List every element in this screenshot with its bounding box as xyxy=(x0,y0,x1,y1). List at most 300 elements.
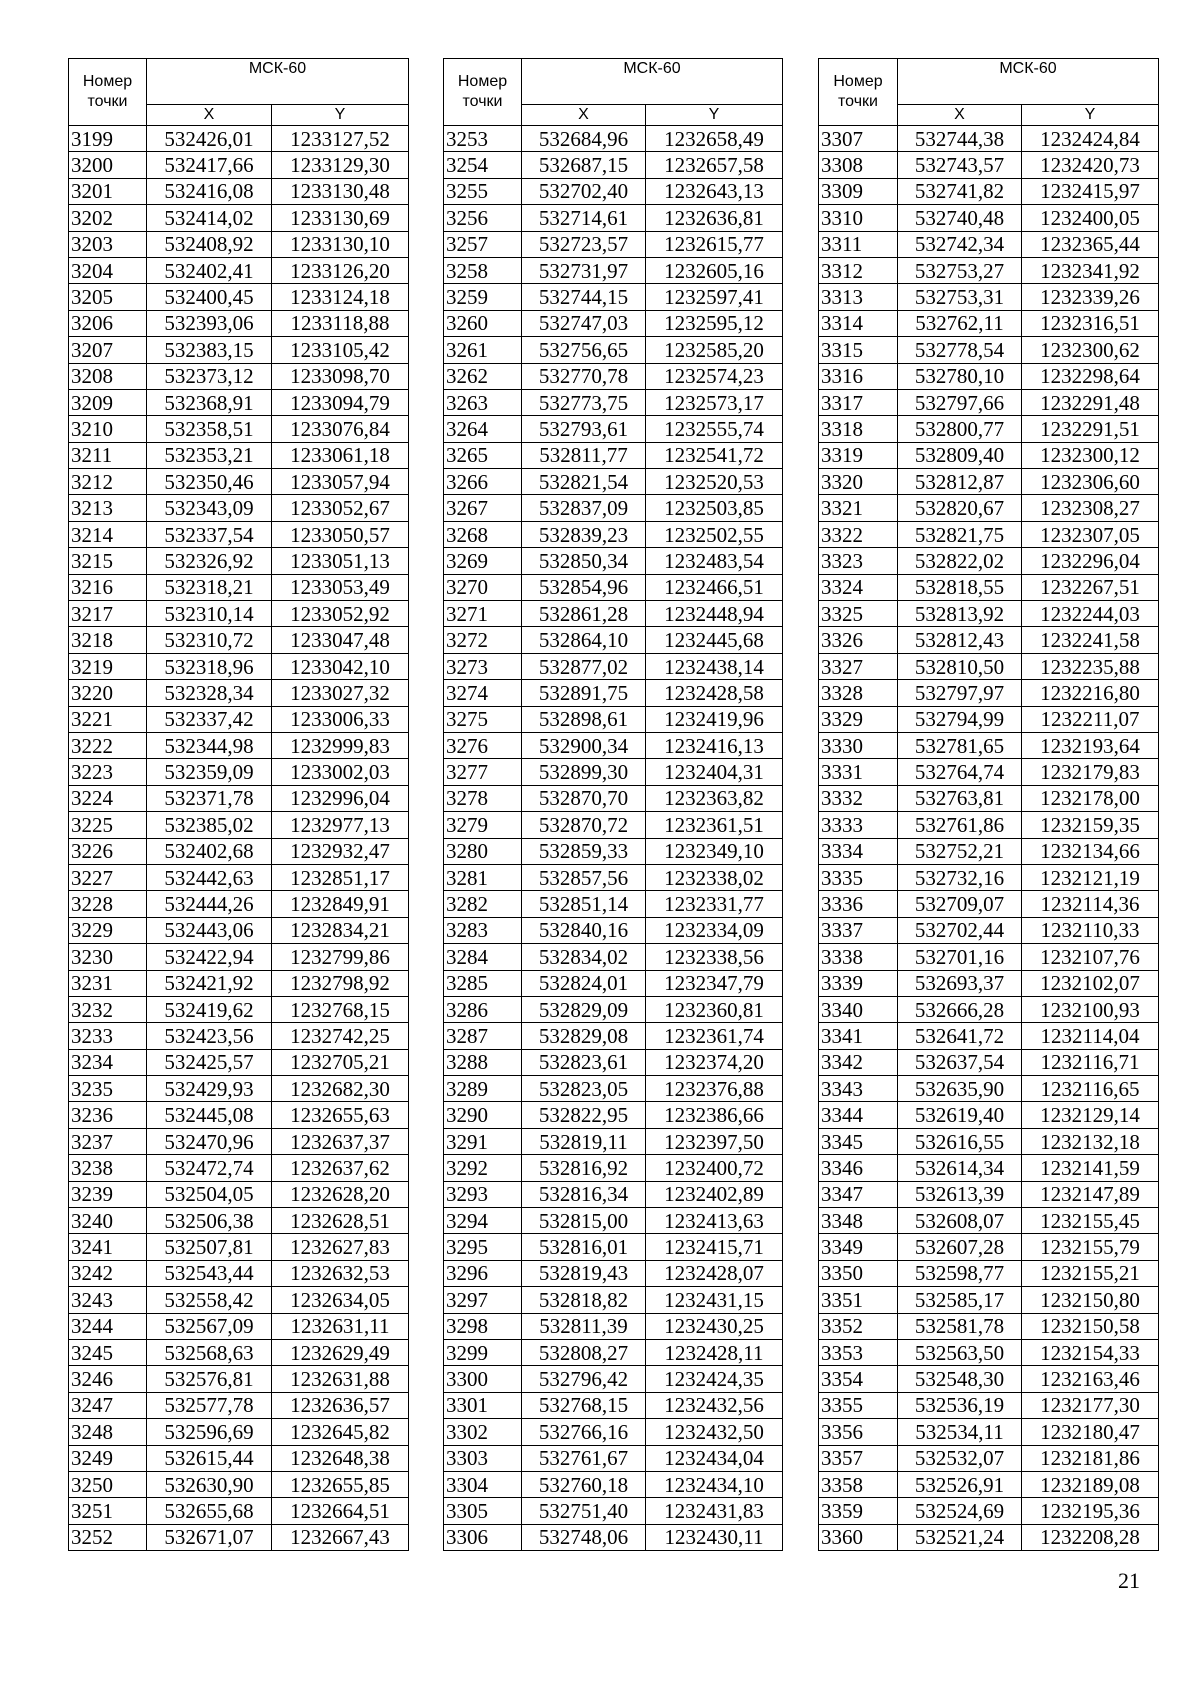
table-row xyxy=(444,1498,783,1524)
x-cell: 532444,26 xyxy=(147,891,272,917)
point-number-cell: 3211 xyxy=(69,442,147,468)
point-number-cell: 3287 xyxy=(444,1023,522,1049)
x-cell: 532671,07 xyxy=(147,1524,272,1550)
y-cell: 1232420,73 xyxy=(1022,152,1159,178)
table-row xyxy=(819,1155,1159,1181)
table-row xyxy=(69,1313,409,1339)
x-cell: 532637,54 xyxy=(898,1049,1022,1075)
point-number-cell: 3332 xyxy=(819,785,898,811)
x-cell: 532714,61 xyxy=(522,205,646,231)
x-cell: 532773,75 xyxy=(522,389,646,415)
table-row xyxy=(444,1076,783,1102)
x-cell: 532811,39 xyxy=(522,1313,646,1339)
y-cell: 1233118,88 xyxy=(272,310,409,336)
y-cell: 1232208,28 xyxy=(1022,1524,1159,1550)
y-cell: 1232300,12 xyxy=(1022,442,1159,468)
point-number-cell: 3356 xyxy=(819,1419,898,1445)
y-cell: 1232448,94 xyxy=(646,601,783,627)
point-number-cell: 3338 xyxy=(819,944,898,970)
table-row xyxy=(444,257,783,283)
x-header: X xyxy=(522,105,646,126)
table-row xyxy=(69,1339,409,1365)
point-number-cell: 3350 xyxy=(819,1260,898,1286)
y-cell: 1232141,59 xyxy=(1022,1155,1159,1181)
x-cell: 532608,07 xyxy=(898,1208,1022,1234)
point-number-cell: 3322 xyxy=(819,521,898,547)
point-number-cell: 3342 xyxy=(819,1049,898,1075)
x-cell: 532744,15 xyxy=(522,284,646,310)
x-cell: 532598,77 xyxy=(898,1260,1022,1286)
table-row xyxy=(69,1366,409,1392)
table-row xyxy=(819,284,1159,310)
table-row xyxy=(69,416,409,442)
table-row xyxy=(69,627,409,653)
y-cell: 1232834,21 xyxy=(272,917,409,943)
table-row xyxy=(819,1076,1159,1102)
table-row xyxy=(69,759,409,785)
x-cell: 532744,38 xyxy=(898,126,1022,152)
x-cell: 532536,19 xyxy=(898,1392,1022,1418)
x-cell: 532810,50 xyxy=(898,653,1022,679)
point-number-cell: 3316 xyxy=(819,363,898,389)
point-number-cell: 3237 xyxy=(69,1128,147,1154)
y-cell: 1232361,74 xyxy=(646,1023,783,1049)
y-header: Y xyxy=(646,105,783,126)
y-cell: 1232648,38 xyxy=(272,1445,409,1471)
y-cell: 1232585,20 xyxy=(646,337,783,363)
x-cell: 532840,16 xyxy=(522,917,646,943)
y-cell: 1232181,86 xyxy=(1022,1445,1159,1471)
point-number-cell: 3302 xyxy=(444,1419,522,1445)
x-cell: 532337,42 xyxy=(147,706,272,732)
x-cell: 532419,62 xyxy=(147,996,272,1022)
x-cell: 532506,38 xyxy=(147,1208,272,1234)
x-cell: 532371,78 xyxy=(147,785,272,811)
x-cell: 532756,65 xyxy=(522,337,646,363)
x-cell: 532800,77 xyxy=(898,416,1022,442)
point-number-cell: 3239 xyxy=(69,1181,147,1207)
x-cell: 532615,44 xyxy=(147,1445,272,1471)
y-cell: 1232360,81 xyxy=(646,996,783,1022)
x-cell: 532816,34 xyxy=(522,1181,646,1207)
x-cell: 532385,02 xyxy=(147,812,272,838)
point-number-cell: 3242 xyxy=(69,1260,147,1286)
y-cell: 1232573,17 xyxy=(646,389,783,415)
point-number-cell: 3204 xyxy=(69,257,147,283)
table-row xyxy=(819,1339,1159,1365)
table-row xyxy=(819,521,1159,547)
y-cell: 1233042,10 xyxy=(272,653,409,679)
point-number-header: Номер точки xyxy=(69,59,147,126)
y-cell: 1232241,58 xyxy=(1022,627,1159,653)
table-row xyxy=(444,521,783,547)
y-cell: 1232999,83 xyxy=(272,732,409,758)
y-cell: 1232658,49 xyxy=(646,126,783,152)
x-cell: 532616,55 xyxy=(898,1128,1022,1154)
table-row xyxy=(69,785,409,811)
point-number-cell: 3351 xyxy=(819,1287,898,1313)
x-cell: 532753,31 xyxy=(898,284,1022,310)
table-row xyxy=(69,680,409,706)
x-cell: 532383,15 xyxy=(147,337,272,363)
point-number-cell: 3199 xyxy=(69,126,147,152)
y-cell: 1232631,88 xyxy=(272,1366,409,1392)
point-number-cell: 3208 xyxy=(69,363,147,389)
point-number-cell: 3271 xyxy=(444,601,522,627)
x-cell: 532778,54 xyxy=(898,337,1022,363)
x-cell: 532812,43 xyxy=(898,627,1022,653)
table-row xyxy=(444,1155,783,1181)
x-cell: 532655,68 xyxy=(147,1498,272,1524)
x-cell: 532751,40 xyxy=(522,1498,646,1524)
point-number-cell: 3327 xyxy=(819,653,898,679)
x-cell: 532748,06 xyxy=(522,1524,646,1550)
x-cell: 532400,45 xyxy=(147,284,272,310)
x-cell: 532684,96 xyxy=(522,126,646,152)
x-cell: 532870,72 xyxy=(522,812,646,838)
y-cell: 1232179,83 xyxy=(1022,759,1159,785)
x-cell: 532521,24 xyxy=(898,1524,1022,1550)
y-cell: 1232628,51 xyxy=(272,1208,409,1234)
x-cell: 532768,15 xyxy=(522,1392,646,1418)
x-cell: 532641,72 xyxy=(898,1023,1022,1049)
x-cell: 532373,12 xyxy=(147,363,272,389)
table-row xyxy=(444,680,783,706)
point-number-cell: 3251 xyxy=(69,1498,147,1524)
x-cell: 532344,98 xyxy=(147,732,272,758)
x-cell: 532402,68 xyxy=(147,838,272,864)
point-number-cell: 3275 xyxy=(444,706,522,732)
y-cell: 1232163,46 xyxy=(1022,1366,1159,1392)
y-cell: 1232178,00 xyxy=(1022,785,1159,811)
y-cell: 1233002,03 xyxy=(272,759,409,785)
y-cell: 1232180,47 xyxy=(1022,1419,1159,1445)
y-cell: 1232798,92 xyxy=(272,970,409,996)
y-cell: 1232306,60 xyxy=(1022,469,1159,495)
y-cell: 1233098,70 xyxy=(272,363,409,389)
point-number-cell: 3291 xyxy=(444,1128,522,1154)
x-cell: 532753,27 xyxy=(898,257,1022,283)
y-cell: 1232657,58 xyxy=(646,152,783,178)
point-number-cell: 3222 xyxy=(69,732,147,758)
x-cell: 532443,06 xyxy=(147,917,272,943)
y-cell: 1232632,53 xyxy=(272,1260,409,1286)
y-cell: 1232431,83 xyxy=(646,1498,783,1524)
point-number-cell: 3299 xyxy=(444,1339,522,1365)
table-row xyxy=(819,1445,1159,1471)
y-cell: 1232977,13 xyxy=(272,812,409,838)
x-cell: 532548,30 xyxy=(898,1366,1022,1392)
y-cell: 1233051,13 xyxy=(272,548,409,574)
table-row xyxy=(444,469,783,495)
table-row xyxy=(819,1128,1159,1154)
point-number-cell: 3354 xyxy=(819,1366,898,1392)
table-row xyxy=(69,1049,409,1075)
header-row xyxy=(69,59,409,105)
y-cell: 1232605,16 xyxy=(646,257,783,283)
y-cell: 1232483,54 xyxy=(646,548,783,574)
table-row xyxy=(69,574,409,600)
x-cell: 532318,21 xyxy=(147,574,272,600)
point-number-cell: 3233 xyxy=(69,1023,147,1049)
point-number-cell: 3343 xyxy=(819,1076,898,1102)
table-row xyxy=(819,1208,1159,1234)
x-cell: 532581,78 xyxy=(898,1313,1022,1339)
y-cell: 1232631,11 xyxy=(272,1313,409,1339)
y-cell: 1232541,72 xyxy=(646,442,783,468)
x-cell: 532820,67 xyxy=(898,495,1022,521)
x-cell: 532470,96 xyxy=(147,1128,272,1154)
table-row xyxy=(444,785,783,811)
x-cell: 532815,00 xyxy=(522,1208,646,1234)
table-row xyxy=(819,970,1159,996)
table-row xyxy=(819,1392,1159,1418)
table-row xyxy=(444,126,783,152)
y-cell: 1233124,18 xyxy=(272,284,409,310)
y-cell: 1232415,97 xyxy=(1022,178,1159,204)
table-row xyxy=(444,416,783,442)
page-number: 21 xyxy=(1118,1568,1140,1593)
x-cell: 532823,61 xyxy=(522,1049,646,1075)
table-row xyxy=(69,337,409,363)
y-cell: 1232742,25 xyxy=(272,1023,409,1049)
x-cell: 532619,40 xyxy=(898,1102,1022,1128)
point-number-cell: 3337 xyxy=(819,917,898,943)
point-number-cell: 3326 xyxy=(819,627,898,653)
x-cell: 532851,14 xyxy=(522,891,646,917)
x-cell: 532839,23 xyxy=(522,521,646,547)
table-row xyxy=(444,1524,783,1550)
y-cell: 1232932,47 xyxy=(272,838,409,864)
point-number-cell: 3311 xyxy=(819,231,898,257)
x-cell: 532822,02 xyxy=(898,548,1022,574)
table-row xyxy=(819,1366,1159,1392)
x-cell: 532693,37 xyxy=(898,970,1022,996)
table-row xyxy=(444,389,783,415)
x-cell: 532857,56 xyxy=(522,864,646,890)
x-cell: 532558,42 xyxy=(147,1287,272,1313)
table-row xyxy=(444,838,783,864)
point-number-cell: 3227 xyxy=(69,864,147,890)
y-cell: 1232627,83 xyxy=(272,1234,409,1260)
x-cell: 532742,34 xyxy=(898,231,1022,257)
y-cell: 1232768,15 xyxy=(272,996,409,1022)
y-cell: 1232400,05 xyxy=(1022,205,1159,231)
point-number-cell: 3273 xyxy=(444,653,522,679)
point-number-cell: 3321 xyxy=(819,495,898,521)
table-row xyxy=(69,653,409,679)
x-cell: 532762,11 xyxy=(898,310,1022,336)
table-row xyxy=(444,1102,783,1128)
point-number-cell: 3313 xyxy=(819,284,898,310)
y-cell: 1232438,14 xyxy=(646,653,783,679)
y-cell: 1232291,51 xyxy=(1022,416,1159,442)
table-row xyxy=(819,548,1159,574)
x-cell: 532414,02 xyxy=(147,205,272,231)
point-number-cell: 3249 xyxy=(69,1445,147,1471)
x-cell: 532328,34 xyxy=(147,680,272,706)
point-number-cell: 3352 xyxy=(819,1313,898,1339)
point-number-cell: 3323 xyxy=(819,548,898,574)
table-row xyxy=(819,574,1159,600)
point-number-cell: 3267 xyxy=(444,495,522,521)
x-cell: 532813,92 xyxy=(898,601,1022,627)
y-cell: 1232404,31 xyxy=(646,759,783,785)
point-number-cell: 3315 xyxy=(819,337,898,363)
point-number-cell: 3283 xyxy=(444,917,522,943)
y-cell: 1232643,13 xyxy=(646,178,783,204)
y-cell: 1232424,35 xyxy=(646,1366,783,1392)
table-row xyxy=(69,1260,409,1286)
table-row xyxy=(69,310,409,336)
point-number-cell: 3340 xyxy=(819,996,898,1022)
point-number-cell: 3294 xyxy=(444,1208,522,1234)
table-row xyxy=(69,1498,409,1524)
table-row xyxy=(444,1313,783,1339)
x-cell: 532761,86 xyxy=(898,812,1022,838)
y-cell: 1232116,65 xyxy=(1022,1076,1159,1102)
table-row xyxy=(444,574,783,600)
x-cell: 532760,18 xyxy=(522,1471,646,1497)
table-row xyxy=(69,495,409,521)
point-number-cell: 3247 xyxy=(69,1392,147,1418)
y-cell: 1232597,41 xyxy=(646,284,783,310)
point-number-cell: 3265 xyxy=(444,442,522,468)
x-cell: 532796,42 xyxy=(522,1366,646,1392)
x-cell: 532607,28 xyxy=(898,1234,1022,1260)
point-number-cell: 3250 xyxy=(69,1471,147,1497)
point-number-cell: 3276 xyxy=(444,732,522,758)
table-row xyxy=(444,1049,783,1075)
table-row xyxy=(69,864,409,890)
table-row xyxy=(444,310,783,336)
x-cell: 532740,48 xyxy=(898,205,1022,231)
point-number-cell: 3212 xyxy=(69,469,147,495)
x-cell: 532834,02 xyxy=(522,944,646,970)
point-number-cell: 3358 xyxy=(819,1471,898,1497)
y-cell: 1232416,13 xyxy=(646,732,783,758)
table-row xyxy=(444,996,783,1022)
table-row xyxy=(819,257,1159,283)
x-cell: 532585,17 xyxy=(898,1287,1022,1313)
y-cell: 1232316,51 xyxy=(1022,310,1159,336)
point-number-cell: 3295 xyxy=(444,1234,522,1260)
x-cell: 532337,54 xyxy=(147,521,272,547)
x-cell: 532780,10 xyxy=(898,363,1022,389)
y-cell: 1232424,84 xyxy=(1022,126,1159,152)
table-row xyxy=(69,1524,409,1550)
point-number-cell: 3292 xyxy=(444,1155,522,1181)
point-number-cell: 3229 xyxy=(69,917,147,943)
y-cell: 1233130,10 xyxy=(272,231,409,257)
x-cell: 532898,61 xyxy=(522,706,646,732)
table-row xyxy=(69,1102,409,1128)
x-cell: 532752,21 xyxy=(898,838,1022,864)
point-number-cell: 3220 xyxy=(69,680,147,706)
coordinates-table-3 xyxy=(818,58,1159,1551)
y-cell: 1233130,48 xyxy=(272,178,409,204)
x-cell: 532568,63 xyxy=(147,1339,272,1365)
x-header: X xyxy=(898,105,1022,126)
point-number-cell: 3238 xyxy=(69,1155,147,1181)
y-cell: 1232159,35 xyxy=(1022,812,1159,838)
point-number-cell: 3231 xyxy=(69,970,147,996)
y-cell: 1232574,23 xyxy=(646,363,783,389)
y-cell: 1232615,77 xyxy=(646,231,783,257)
point-number-cell: 3254 xyxy=(444,152,522,178)
x-cell: 532819,43 xyxy=(522,1260,646,1286)
point-number-cell: 3217 xyxy=(69,601,147,627)
table-row xyxy=(69,1155,409,1181)
y-cell: 1232705,21 xyxy=(272,1049,409,1075)
point-number-cell: 3309 xyxy=(819,178,898,204)
table-row xyxy=(819,944,1159,970)
x-header: X xyxy=(147,105,272,126)
table-row xyxy=(69,812,409,838)
x-cell: 532358,51 xyxy=(147,416,272,442)
x-cell: 532423,56 xyxy=(147,1023,272,1049)
y-cell: 1232244,03 xyxy=(1022,601,1159,627)
point-number-cell: 3206 xyxy=(69,310,147,336)
point-number-cell: 3286 xyxy=(444,996,522,1022)
table-row xyxy=(819,178,1159,204)
y-cell: 1232520,53 xyxy=(646,469,783,495)
y-cell: 1232132,18 xyxy=(1022,1128,1159,1154)
x-cell: 532350,46 xyxy=(147,469,272,495)
y-cell: 1232415,71 xyxy=(646,1234,783,1260)
table-row xyxy=(444,1392,783,1418)
table-row xyxy=(444,231,783,257)
y-cell: 1232667,43 xyxy=(272,1524,409,1550)
point-number-cell: 3269 xyxy=(444,548,522,574)
x-cell: 532829,09 xyxy=(522,996,646,1022)
x-cell: 532761,67 xyxy=(522,1445,646,1471)
y-cell: 1232402,89 xyxy=(646,1181,783,1207)
table-row xyxy=(819,152,1159,178)
table-row xyxy=(444,1181,783,1207)
point-number-cell: 3306 xyxy=(444,1524,522,1550)
table-row xyxy=(69,706,409,732)
point-number-cell: 3261 xyxy=(444,337,522,363)
x-cell: 532821,54 xyxy=(522,469,646,495)
table-row xyxy=(444,864,783,890)
x-cell: 532421,92 xyxy=(147,970,272,996)
table-row xyxy=(444,1471,783,1497)
y-cell: 1232636,57 xyxy=(272,1392,409,1418)
point-number-cell: 3330 xyxy=(819,732,898,758)
x-cell: 532310,14 xyxy=(147,601,272,627)
table-row xyxy=(819,732,1159,758)
y-cell: 1232147,89 xyxy=(1022,1181,1159,1207)
x-cell: 532702,40 xyxy=(522,178,646,204)
y-cell: 1232114,36 xyxy=(1022,891,1159,917)
point-number-cell: 3228 xyxy=(69,891,147,917)
table-row xyxy=(444,1208,783,1234)
y-cell: 1232419,96 xyxy=(646,706,783,732)
point-number-cell: 3259 xyxy=(444,284,522,310)
y-cell: 1233094,79 xyxy=(272,389,409,415)
table-row xyxy=(819,231,1159,257)
header-row xyxy=(819,59,1159,105)
y-cell: 1232434,04 xyxy=(646,1445,783,1471)
table-row xyxy=(444,732,783,758)
point-number-cell: 3300 xyxy=(444,1366,522,1392)
coordinate-system-header: МСК-60 xyxy=(898,59,1159,105)
y-header: Y xyxy=(1022,105,1159,126)
y-cell: 1232634,05 xyxy=(272,1287,409,1313)
point-number-cell: 3256 xyxy=(444,205,522,231)
point-number-cell: 3278 xyxy=(444,785,522,811)
